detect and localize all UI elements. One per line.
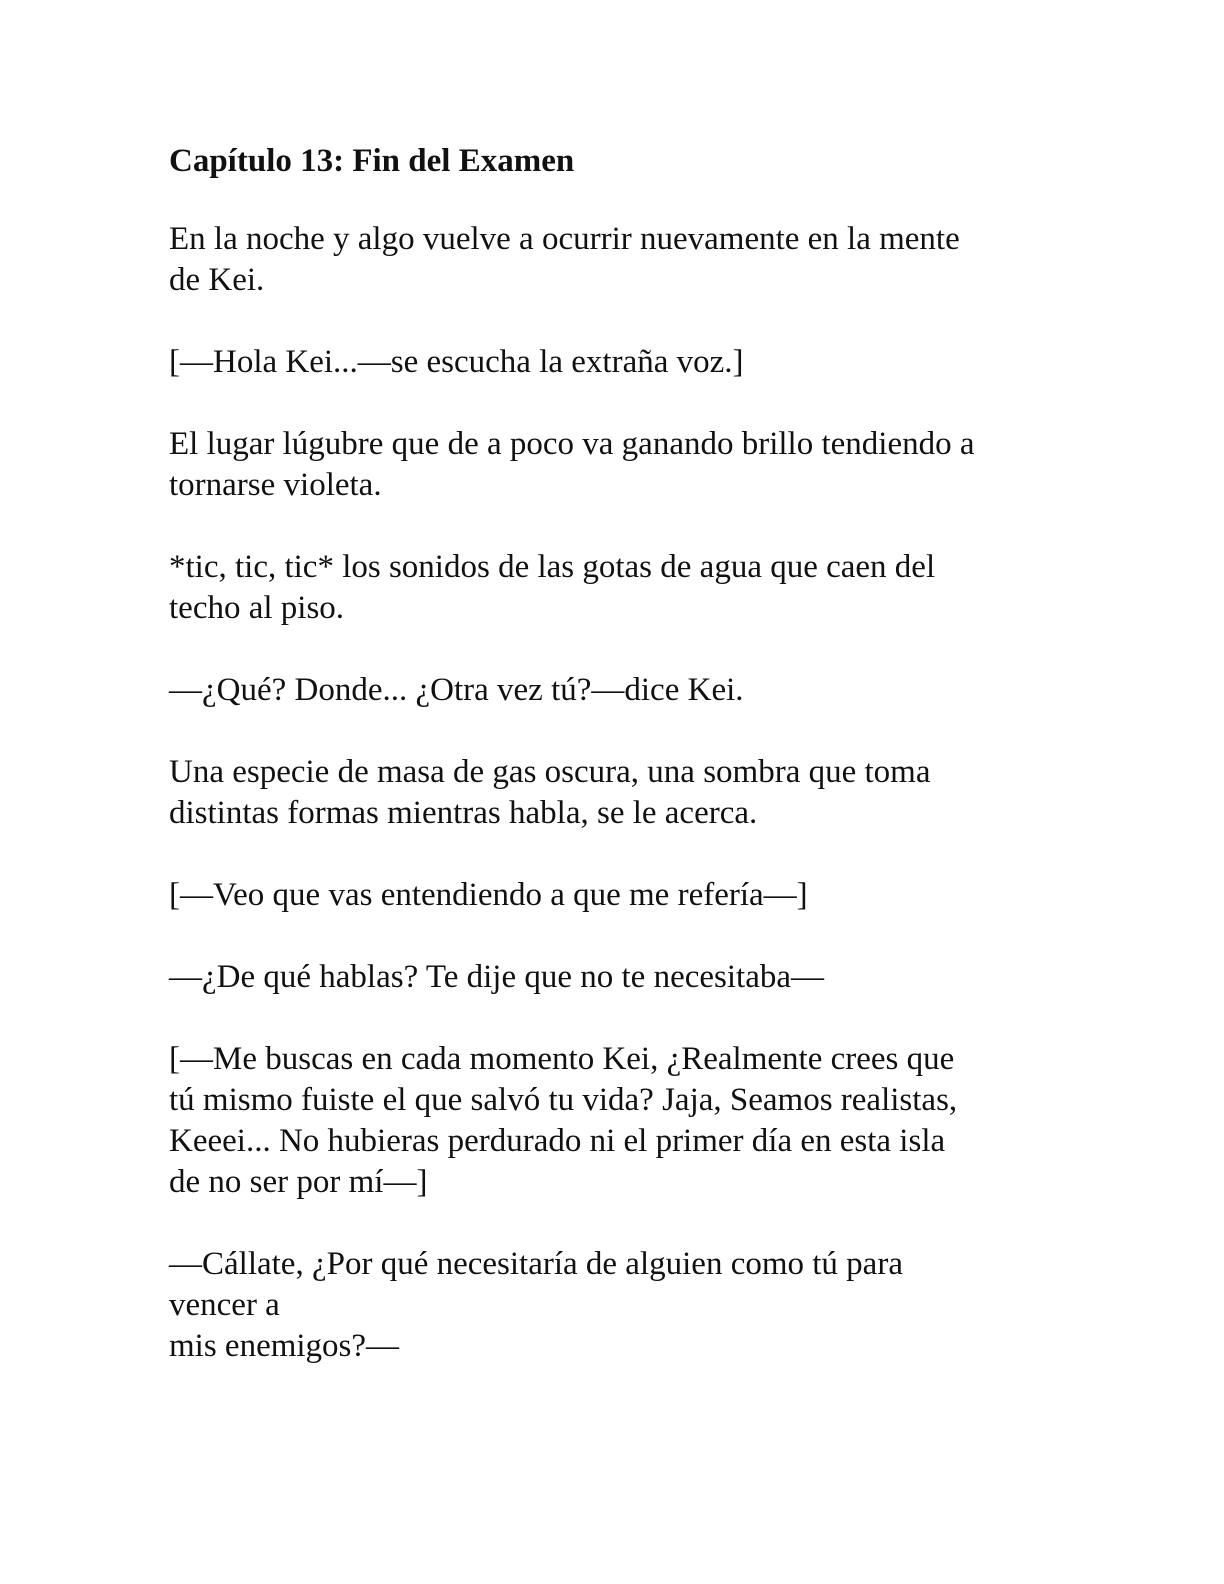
paragraph: Una especie de masa de gas oscura, una sombra que toma distintas formas mientras habla, se le acerca.: [169, 754, 931, 831]
paragraph: —¿De qué hablas? Te dije que no te necesitaba—: [169, 959, 824, 995]
paragraph: El lugar lúgubre que de a poco va ganando brillo tendiendo a tornarse violeta.: [169, 426, 975, 503]
paragraph: [—Me buscas en cada momento Kei, ¿Realmente crees que tú mismo fuiste el que salvó tu vida? Jaja, Seamos realistas, Keeei... No hubieras perdurado ni el primer día en esta isla de no ser por mí—]: [169, 1041, 958, 1200]
paragraph: —Cállate, ¿Por qué necesitaría de alguien como tú para vencer a mis enemigos?—: [169, 1246, 903, 1364]
paragraph: En la noche y algo vuelve a ocurrir nuevamente en la mente de Kei.: [169, 221, 960, 298]
paragraph: *tic, tic, tic* los sonidos de las gotas de agua que caen del techo al piso.: [169, 549, 936, 626]
paragraph: [—Veo que vas entendiendo a que me refería—]: [169, 877, 808, 913]
paragraph: [—Hola Kei...—se escucha la extraña voz.]: [169, 344, 744, 380]
document-body: [169, 138, 1059, 1408]
paragraph: —¿Qué? Donde... ¿Otra vez tú?—dice Kei.: [169, 672, 744, 708]
chapter-title: Capítulo 13: Fin del Examen: [169, 143, 575, 179]
